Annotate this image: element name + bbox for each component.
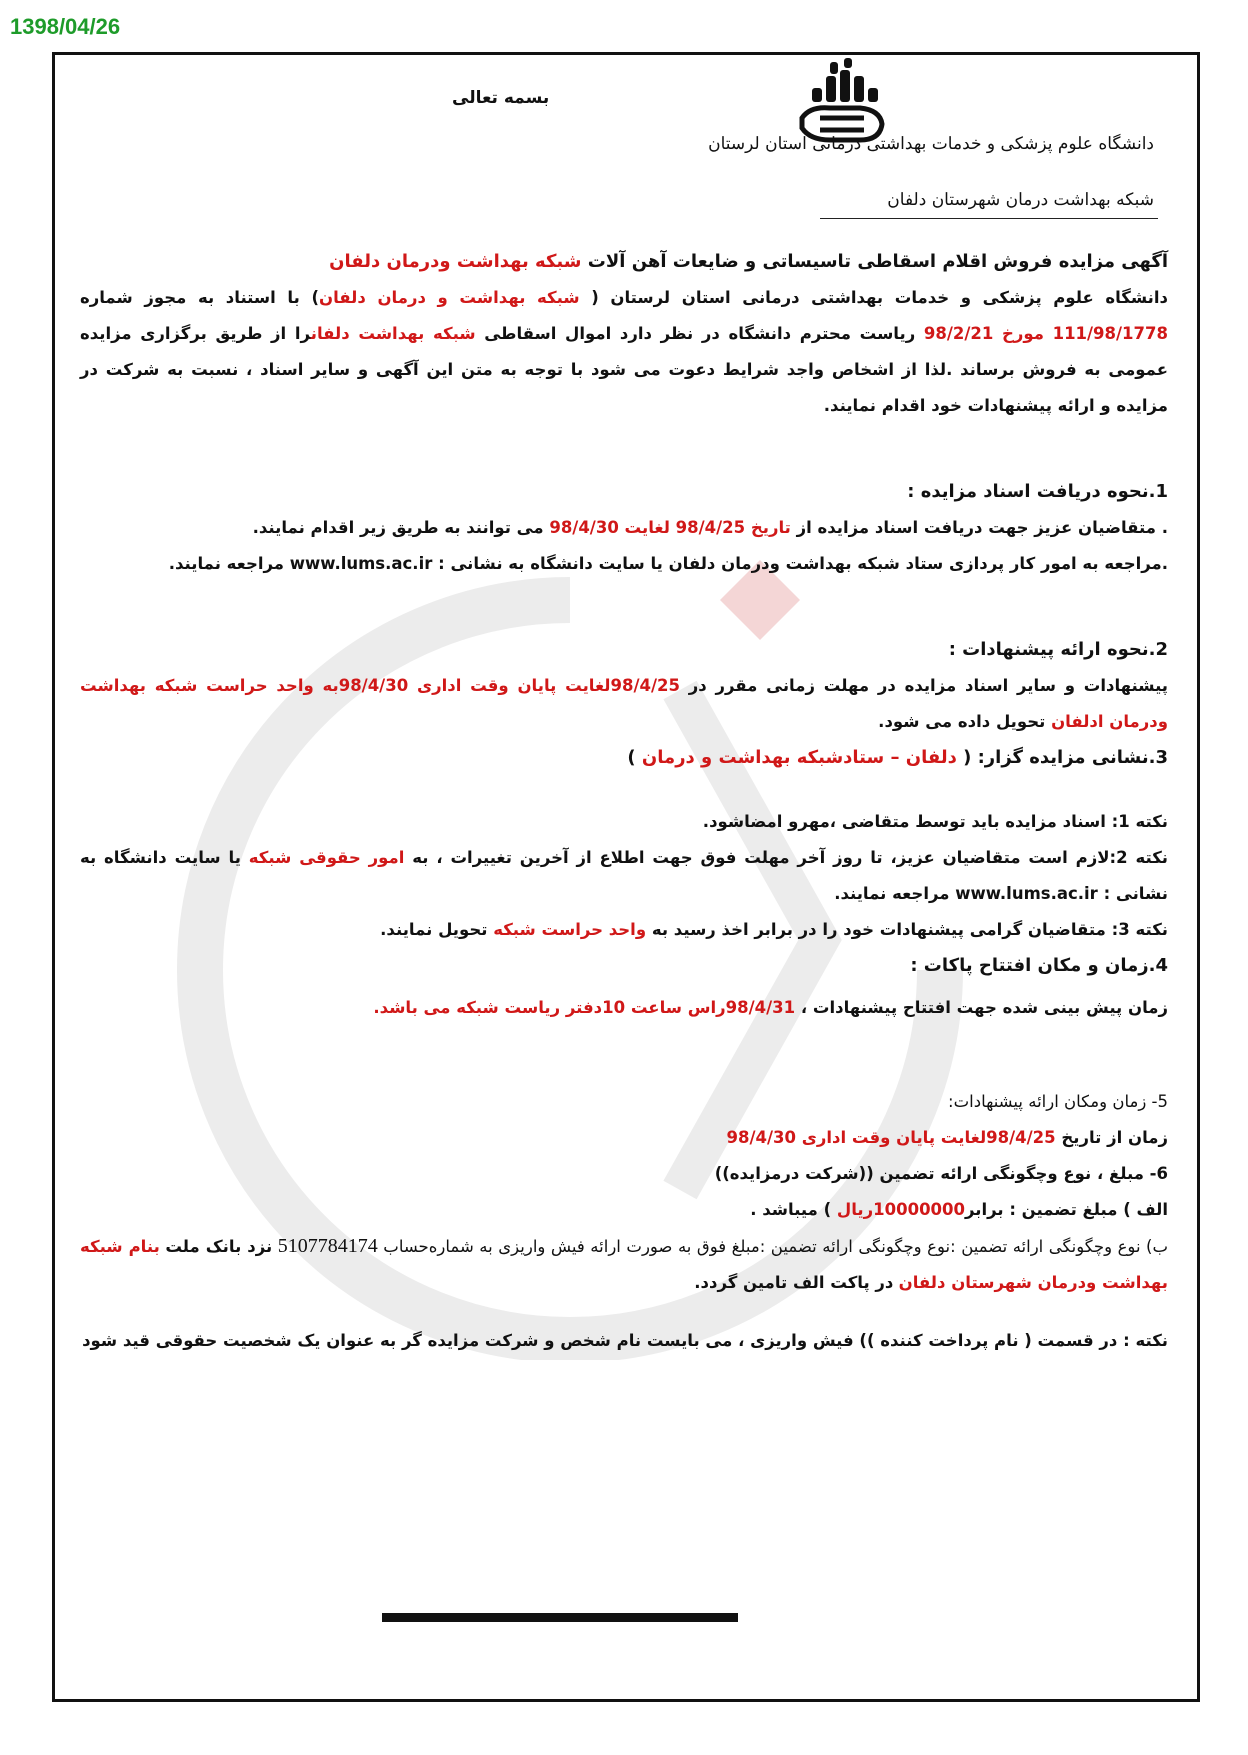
section-4-text xyxy=(80,990,1168,1026)
s6-payee: بنام شبکه بهداشت ودرمان شهرستان دلفان xyxy=(80,1237,1168,1292)
section-4-heading: 4.زمان و مکان افتتاح پاکات : xyxy=(910,955,1168,976)
section-5-text xyxy=(80,1120,1168,1156)
note-3 xyxy=(80,912,1168,948)
divider xyxy=(820,218,1158,219)
note2-text: نکته 2:لازم است متقاضیان عزیز، تا روز آخر مهلت فوق جهت اطلاع از آخرین تغییرات ، به xyxy=(412,848,1169,867)
s1-line1-text: . متقاضیان عزیز جهت دریافت اسناد مزایده از xyxy=(796,518,1168,537)
s1-line2-text: .مراجعه به امور کار پردازی ستاد شبکه بهداشت ودرمان دلفان یا سایت دانشگاه به نشانی : xyxy=(438,554,1168,573)
s6-bank: نزد بانک ملت xyxy=(165,1237,273,1256)
notice-body xyxy=(80,244,1168,1359)
note3-text: نکته 3: متقاضیان گرامی پیشنهادات خود را در برابر اخذ رسید به xyxy=(651,920,1168,939)
s2-red: 98/4/25لغایت پایان وقت اداری 98/4/30به واحد حراست شبکه بهداشت ودرمان ادلفان xyxy=(80,676,1168,731)
intro-text-2: ) با استناد به مجوز شماره xyxy=(80,288,319,307)
intro-red-1: شبکه بهداشت و درمان دلفان xyxy=(319,288,592,307)
note-2 xyxy=(80,840,1168,912)
s5-red: 98/4/25لغایت پایان وقت اداری 98/4/30 xyxy=(726,1128,1056,1147)
s1-line1-end: می توانند به طریق زیر اقدام نمایند. xyxy=(252,518,544,537)
note-1: نکته 1: اسناد مزایده باید توسط متقاضی ،مهرو امضاشود. xyxy=(702,812,1168,831)
intro-text-3: ریاست محترم دانشگاه در نظر دارد اموال اسقاطی xyxy=(484,324,916,343)
note3-red: واحد حراست شبکه xyxy=(493,920,647,939)
notice-title xyxy=(80,244,1168,280)
final-note: نکته : در قسمت ( نام پرداخت کننده )) فیش واریزی ، می بایست نام شخص و شرکت مزایده گر به عنوان یک شخصیت حقوقی قید شود xyxy=(82,1331,1168,1350)
section-1-line-1 xyxy=(80,510,1168,546)
s5-text: زمان از تاریخ xyxy=(1061,1128,1168,1147)
section-5-heading: 5- زمان ومکان ارائه پیشنهادات: xyxy=(948,1092,1168,1111)
section-2-heading: 2.نحوه ارائه پیشنهادات : xyxy=(948,639,1168,660)
s4-red: 98/4/31راس ساعت 10دفتر ریاست شبکه می باشد. xyxy=(373,998,796,1017)
s1-line2-end: مراجعه نمایند. xyxy=(168,554,285,573)
notice-title-red: شبکه بهداشت ودرمان دلفان xyxy=(329,251,582,272)
section-3-heading xyxy=(80,740,1168,776)
university-name: دانشگاه علوم پزشکی و خدمات بهداشتی درمانی استان لرستان xyxy=(708,134,1154,154)
bottom-divider xyxy=(382,1613,738,1622)
s3-heading-red: دلفان – ستادشبکه بهداشت و درمان xyxy=(641,747,957,768)
s2-text: پیشنهادات و سایر اسناد مزایده در مهلت زمانی مقرر در xyxy=(688,676,1168,695)
s6-alef-text: الف ) مبلغ تضمین : برابر xyxy=(965,1200,1168,1219)
s6-be-text: ب) نوع وچگونگی ارائه تضمین :نوع وچگونگی ارائه تضمین :مبلغ فوق به صورت ارائه فیش واریزی به شماره‌حساب xyxy=(383,1237,1169,1256)
network-name: شبکه بهداشت درمان شهرستان دلفان xyxy=(887,190,1154,210)
website-link[interactable]: www.lums.ac.ir xyxy=(289,554,433,573)
s3-heading-end: ) xyxy=(627,747,636,768)
s4-text: زمان پیش بینی شده جهت افتتاح پیشنهادات ، xyxy=(800,998,1168,1017)
bismillah-heading: بسمه تعالی xyxy=(452,88,550,108)
s1-dates: تاریخ 98/4/25 لغایت 98/4/30 xyxy=(549,518,791,537)
section-2-text xyxy=(80,668,1168,740)
s6-alef-end: ) میباشد . xyxy=(750,1200,832,1219)
account-number: 5107784174 xyxy=(277,1235,378,1257)
website-link-2[interactable]: www.lums.ac.ir xyxy=(955,884,1098,903)
notice-title-text: آگهی مزایده فروش اقلام اسقاطی تاسیساتی و ضایعات آهن آلات xyxy=(587,251,1168,272)
s6-end: در پاکت الف تامین گردد. xyxy=(694,1273,894,1292)
notice-intro xyxy=(80,280,1168,424)
intro-red-2: شبکه بهداشت دلفان xyxy=(310,324,476,343)
section-1-heading: 1.نحوه دریافت اسناد مزایده : xyxy=(907,481,1168,502)
s3-heading-text: 3.نشانی مزایده گزار: ( xyxy=(963,747,1168,768)
s2-end: تحویل داده می شود. xyxy=(878,712,1046,731)
note2-text-b: یا سایت دانشگاه به نشانی : xyxy=(80,848,1168,903)
section-6-alef xyxy=(80,1192,1168,1228)
note3-end: تحویل نمایند. xyxy=(380,920,488,939)
permit-number: 111/98/1778 xyxy=(1052,324,1168,343)
permit-dated-label: مورخ xyxy=(1001,324,1044,343)
section-6-be xyxy=(80,1228,1168,1301)
section-1-line-2 xyxy=(80,546,1168,582)
intro-text-4: را از طریق برگزاری مزایده عمومی به فروش برساند .لذا از اشخاص واجد شرایط دعوت می شود با توجه به متن این آگهی و سایر اسناد ، نسبت به شرکت در مزایده و ارائه پیشنهادات خود اقدام نمایند. xyxy=(80,324,1168,415)
guarantee-amount: 10000000ریال xyxy=(836,1200,965,1219)
note2-red: امور حقوقی شبکه xyxy=(248,848,405,867)
permit-date: 98/2/21 xyxy=(923,324,994,343)
intro-text-1: دانشگاه علوم پزشکی و خدمات بهداشتی درمانی استان لرستان ( xyxy=(591,288,1168,307)
section-6-heading: 6- مبلغ ، نوع وچگونگی ارائه تضمین ((شرکت درمزایده)) xyxy=(714,1164,1168,1183)
date-stamp: 1398/04/26 xyxy=(10,14,121,39)
note2-end: مراجعه نمایند. xyxy=(834,884,950,903)
